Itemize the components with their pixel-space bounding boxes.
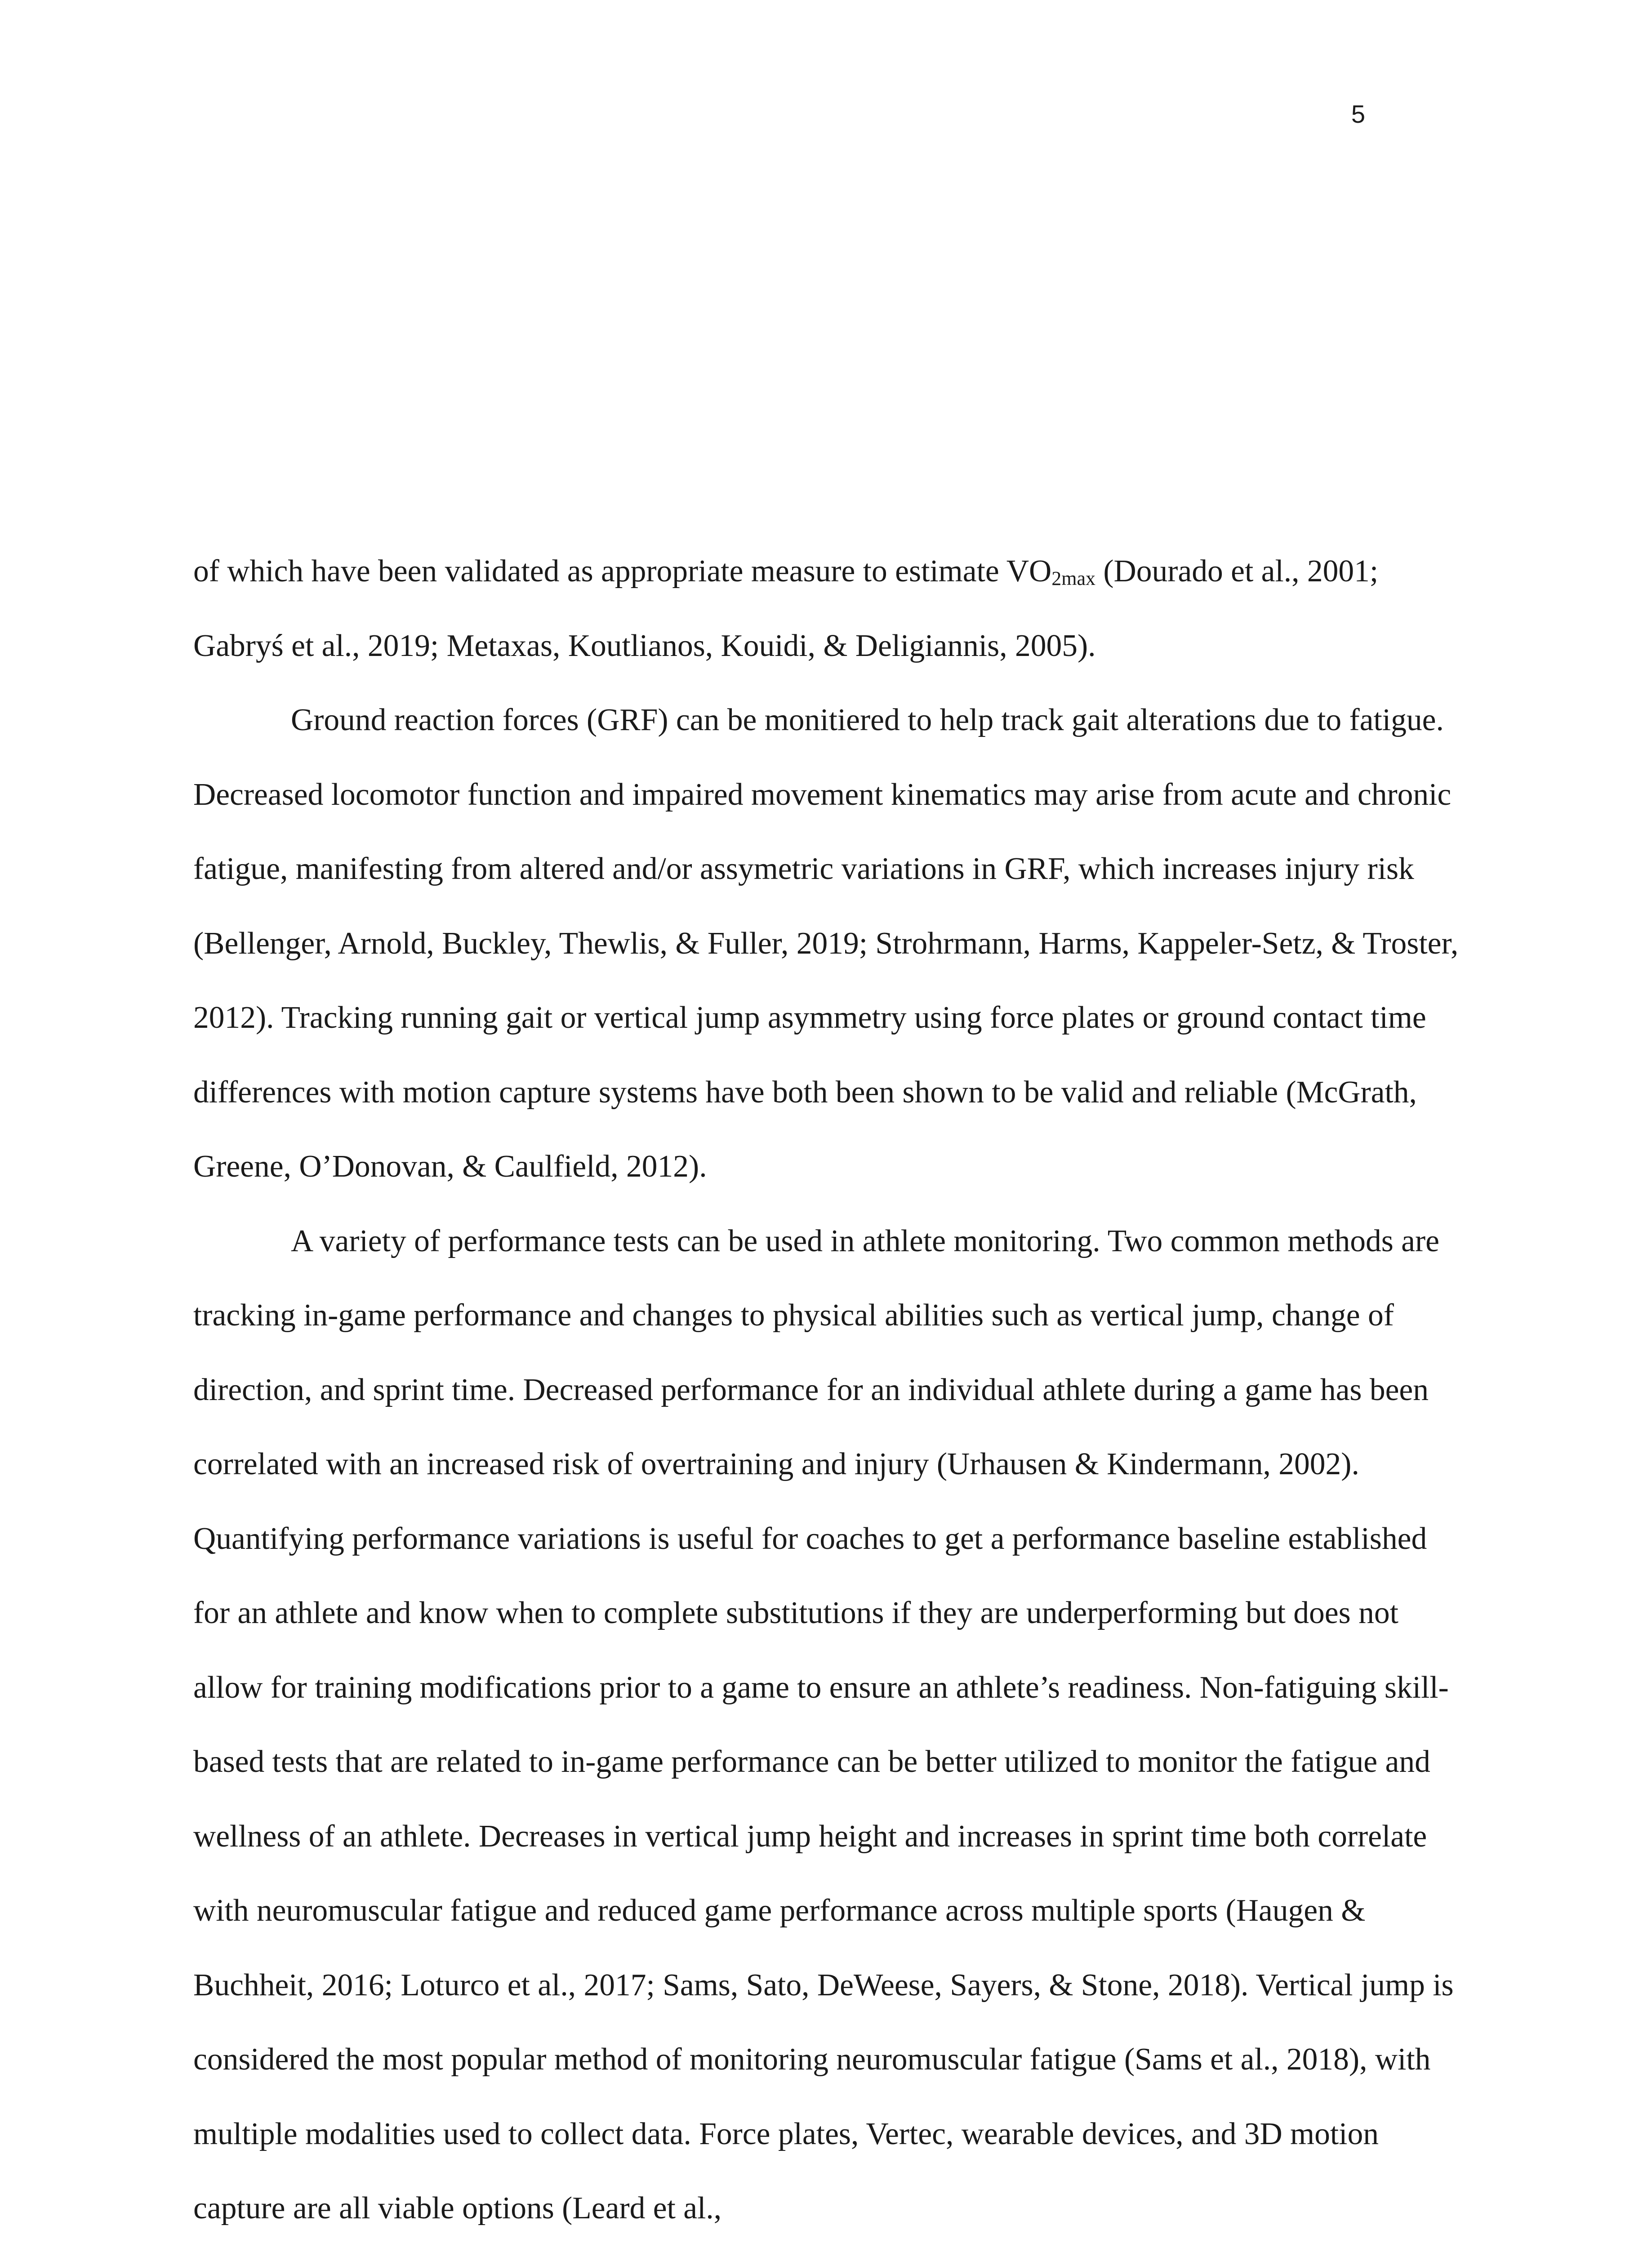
paragraph-text: (Dourado et al., 2001; Gabryś et al., 2019; Metaxas, Koutlianos, Kouidi, & Deligiannis, 2005). xyxy=(193,554,1379,663)
paragraph-2 xyxy=(193,683,1459,1204)
subscript-2max: 2max xyxy=(1051,567,1096,589)
paragraph-text: Ground reaction forces (GRF) can be monitiered to help track gait alterations due to fatigue. Decreased locomotor function and impaired movement kinematics may arise from acute and chronic fatigue, manifesting from altered and/or assymetric variations in GRF, which increases injury risk (Bellenger, Arnold, Buckley, Thewlis, & Fuller, 2019; Strohrmann, Harms, Kappeler-Setz, & Troster, 2012). Tracking running gait or vertical jump asymmetry using force plates or ground contact time differences with motion capture systems have both been shown to be valid and reliable (McGrath, Greene, O’Donovan, & Caulfield, 2012). xyxy=(193,703,1459,1184)
paragraph-1 xyxy=(193,534,1459,683)
paragraph-text: of which have been validated as appropriate measure to estimate VO xyxy=(193,554,1052,589)
paragraph-3 xyxy=(193,1204,1459,2246)
body-text xyxy=(193,534,1459,2246)
paragraph-text: A variety of performance tests can be used in athlete monitoring. Two common methods are tracking in-game performance and changes to physical abilities such as vertical jump, change of direction, and sprint time. Decreased performance for an individual athlete during a game has been correlated with an increased risk of overtraining and injury (Urhausen & Kindermann, 2002). Quantifying performance variations is useful for coaches to get a performance baseline established for an athlete and know when to complete substitutions if they are underperforming but does not allow for training modifications prior to a game to ensure an athlete’s readiness. Non-fatiguing skill-based tests that are related to in-game performance can be better utilized to monitor the fatigue and wellness of an athlete. Decreases in vertical jump height and increases in sprint time both correlate with neuromuscular fatigue and reduced game performance across multiple sports (Haugen & Buchheit, 2016; Loturco et al., 2017; Sams, Sato, DeWeese, Sayers, & Stone, 2018). Vertical jump is considered the most popular method of monitoring neuromuscular fatigue (Sams et al., 2018), with multiple modalities used to collect data. Force plates, Vertec, wearable devices, and 3D motion capture are all viable options (Leard et al., xyxy=(193,1223,1454,2226)
page-number: 5 xyxy=(1351,100,1365,128)
